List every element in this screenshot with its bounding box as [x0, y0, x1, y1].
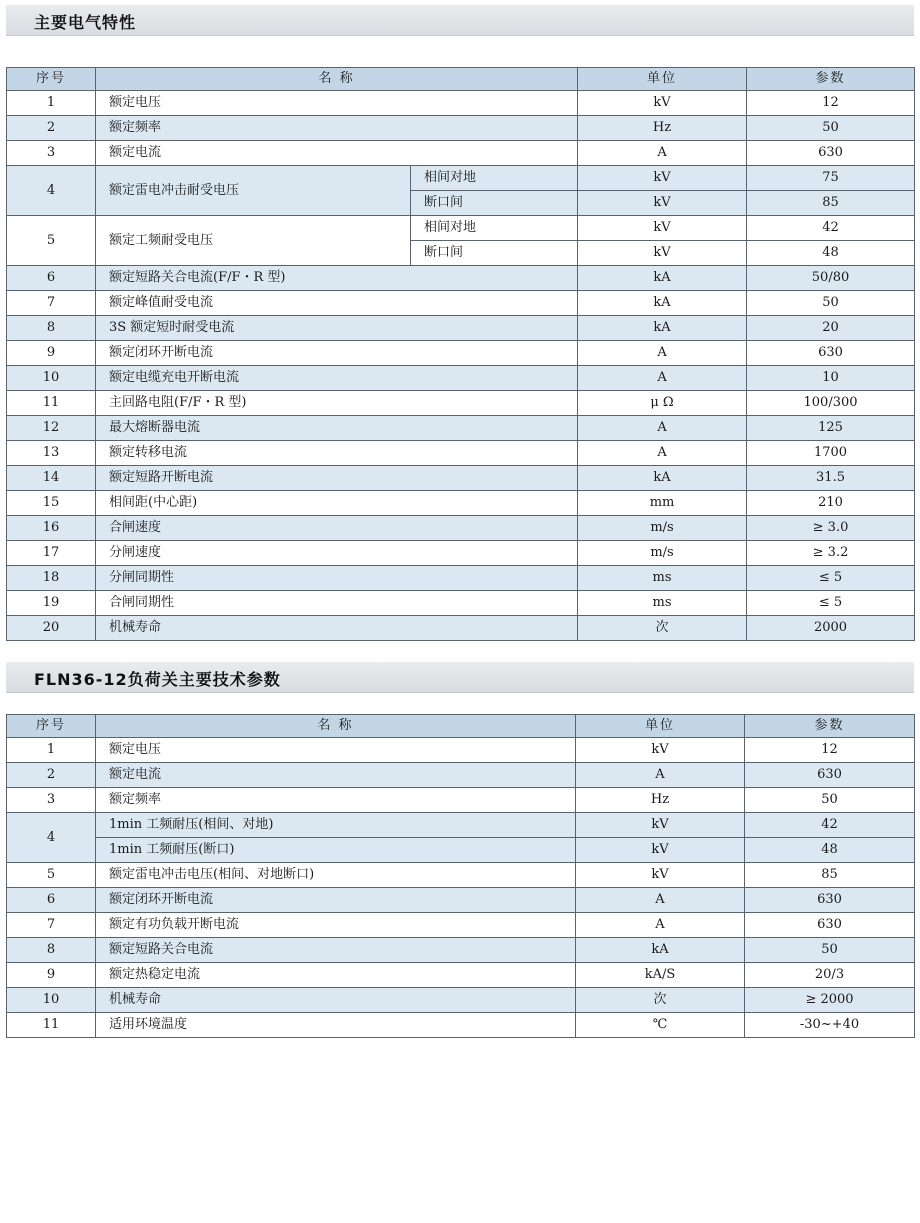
row-number: 19	[7, 591, 96, 616]
item-unit: ms	[578, 591, 747, 616]
item-value: 2000	[747, 616, 915, 641]
item-value: 75	[747, 166, 915, 191]
table-row	[7, 1013, 915, 1038]
item-value: 42	[745, 813, 915, 838]
item-unit: A	[578, 341, 747, 366]
row-number: 10	[7, 366, 96, 391]
item-name: 额定电流	[96, 763, 576, 788]
table-row	[7, 763, 915, 788]
item-name: 机械寿命	[96, 616, 578, 641]
table-row	[7, 888, 915, 913]
item-value: 210	[747, 491, 915, 516]
row-number: 13	[7, 441, 96, 466]
item-value: 10	[747, 366, 915, 391]
section-header-electrical	[6, 5, 914, 36]
table-row	[7, 988, 915, 1013]
col-header-unit: 单位	[576, 715, 745, 738]
item-value: ≥ 3.2	[747, 541, 915, 566]
item-name: 额定工频耐受电压	[96, 216, 411, 266]
item-value: 630	[745, 888, 915, 913]
item-value: 630	[747, 341, 915, 366]
item-unit: kV	[576, 813, 745, 838]
item-name: 额定雷电冲击电压(相间、对地断口)	[96, 863, 576, 888]
fln36-parameters-table	[6, 714, 915, 1038]
row-number: 17	[7, 541, 96, 566]
row-number: 6	[7, 888, 96, 913]
item-value: 50/80	[747, 266, 915, 291]
item-name: 额定短路开断电流	[96, 466, 578, 491]
item-value: 630	[747, 141, 915, 166]
row-number: 4	[7, 813, 96, 863]
item-name: 额定峰值耐受电流	[96, 291, 578, 316]
item-unit: kV	[576, 738, 745, 763]
item-value: 50	[745, 788, 915, 813]
sub-item-name: 断口间	[411, 191, 578, 216]
row-number: 2	[7, 116, 96, 141]
table-row	[7, 91, 915, 116]
item-name: 主回路电阻(F/F・R 型)	[96, 391, 578, 416]
electrical-characteristics-table	[6, 67, 915, 641]
item-unit: ℃	[576, 1013, 745, 1038]
item-unit: kA/S	[576, 963, 745, 988]
item-name: 1min 工频耐压(相间、对地)	[96, 813, 576, 838]
item-value: ≥ 2000	[745, 988, 915, 1013]
table-row	[7, 391, 915, 416]
item-value: ≤ 5	[747, 566, 915, 591]
col-header-name: 名 称	[96, 715, 576, 738]
row-number: 14	[7, 466, 96, 491]
item-value: -30~+40	[745, 1013, 915, 1038]
sub-item-name: 相间对地	[411, 166, 578, 191]
row-number: 5	[7, 216, 96, 266]
table-row	[7, 216, 915, 241]
table-row	[7, 166, 915, 191]
col-header-unit: 单位	[578, 68, 747, 91]
item-value: 85	[747, 191, 915, 216]
table-row	[7, 591, 915, 616]
item-value: 630	[745, 913, 915, 938]
item-unit: 次	[578, 616, 747, 641]
row-number: 16	[7, 516, 96, 541]
item-value: 31.5	[747, 466, 915, 491]
item-name: 分闸速度	[96, 541, 578, 566]
row-number: 12	[7, 416, 96, 441]
item-unit: kV	[578, 166, 747, 191]
item-name: 额定雷电冲击耐受电压	[96, 166, 411, 216]
item-unit: kV	[578, 241, 747, 266]
table-row	[7, 466, 915, 491]
item-unit: ms	[578, 566, 747, 591]
row-number: 7	[7, 291, 96, 316]
col-header-name: 名 称	[96, 68, 578, 91]
table-row	[7, 291, 915, 316]
table-header-row	[7, 68, 915, 91]
row-number: 11	[7, 391, 96, 416]
row-number: 15	[7, 491, 96, 516]
section-title: FLN36-12负荷关主要技术参数	[34, 670, 281, 689]
item-name: 额定短路关合电流(F/F・R 型)	[96, 266, 578, 291]
item-unit: m/s	[578, 516, 747, 541]
item-name: 额定转移电流	[96, 441, 578, 466]
item-unit: A	[576, 913, 745, 938]
item-name: 额定有功负载开断电流	[96, 913, 576, 938]
item-unit: kA	[578, 316, 747, 341]
item-unit: A	[578, 441, 747, 466]
row-number: 2	[7, 763, 96, 788]
item-value: 630	[745, 763, 915, 788]
table-row	[7, 341, 915, 366]
item-name: 额定闭环开断电流	[96, 341, 578, 366]
item-unit: m/s	[578, 541, 747, 566]
table-header-row	[7, 715, 915, 738]
table-row	[7, 938, 915, 963]
table-row	[7, 366, 915, 391]
item-value: 50	[747, 116, 915, 141]
row-number: 9	[7, 341, 96, 366]
item-value: 48	[745, 838, 915, 863]
item-unit: Hz	[578, 116, 747, 141]
item-value: ≥ 3.0	[747, 516, 915, 541]
item-value: 50	[747, 291, 915, 316]
item-value: 85	[745, 863, 915, 888]
table-row	[7, 541, 915, 566]
item-name: 合闸同期性	[96, 591, 578, 616]
item-unit: kA	[578, 266, 747, 291]
item-unit: A	[576, 888, 745, 913]
section-title: 主要电气特性	[34, 13, 137, 32]
item-name: 额定电压	[96, 738, 576, 763]
item-value: ≤ 5	[747, 591, 915, 616]
row-number: 18	[7, 566, 96, 591]
item-unit: kV	[576, 863, 745, 888]
table-row	[7, 788, 915, 813]
item-value: 20	[747, 316, 915, 341]
table-row	[7, 141, 915, 166]
item-value: 100/300	[747, 391, 915, 416]
table-row	[7, 316, 915, 341]
row-number: 8	[7, 938, 96, 963]
item-unit: A	[578, 416, 747, 441]
item-name: 最大熔断器电流	[96, 416, 578, 441]
table-row	[7, 838, 915, 863]
item-value: 50	[745, 938, 915, 963]
table-row	[7, 266, 915, 291]
item-value: 125	[747, 416, 915, 441]
item-unit: 次	[576, 988, 745, 1013]
row-number: 9	[7, 963, 96, 988]
table-row	[7, 516, 915, 541]
item-name: 额定热稳定电流	[96, 963, 576, 988]
table-row	[7, 116, 915, 141]
section-header-fln36	[6, 662, 914, 693]
item-unit: A	[578, 366, 747, 391]
item-value: 12	[745, 738, 915, 763]
item-name: 额定电缆充电开断电流	[96, 366, 578, 391]
item-unit: kA	[578, 466, 747, 491]
item-name: 额定短路关合电流	[96, 938, 576, 963]
row-number: 6	[7, 266, 96, 291]
table-row	[7, 566, 915, 591]
item-name: 合闸速度	[96, 516, 578, 541]
row-number: 11	[7, 1013, 96, 1038]
item-unit: A	[576, 763, 745, 788]
col-header-param: 参数	[747, 68, 915, 91]
row-number: 8	[7, 316, 96, 341]
item-name: 额定频率	[96, 788, 576, 813]
item-unit: μ Ω	[578, 391, 747, 416]
item-value: 48	[747, 241, 915, 266]
item-name: 1min 工频耐压(断口)	[96, 838, 576, 863]
row-number: 7	[7, 913, 96, 938]
col-header-param: 参数	[745, 715, 915, 738]
table-row	[7, 963, 915, 988]
item-unit: kV	[576, 838, 745, 863]
item-unit: kV	[578, 191, 747, 216]
item-name: 分闸同期性	[96, 566, 578, 591]
item-name: 额定频率	[96, 116, 578, 141]
item-unit: mm	[578, 491, 747, 516]
row-number: 1	[7, 738, 96, 763]
table-row	[7, 738, 915, 763]
item-unit: kA	[576, 938, 745, 963]
sub-item-name: 相间对地	[411, 216, 578, 241]
table-row	[7, 616, 915, 641]
item-name: 相间距(中心距)	[96, 491, 578, 516]
sub-item-name: 断口间	[411, 241, 578, 266]
item-name: 3S 额定短时耐受电流	[96, 316, 578, 341]
table-row	[7, 416, 915, 441]
item-name: 机械寿命	[96, 988, 576, 1013]
table-row	[7, 491, 915, 516]
item-value: 20/3	[745, 963, 915, 988]
item-unit: kV	[578, 216, 747, 241]
item-unit: A	[578, 141, 747, 166]
item-unit: kV	[578, 91, 747, 116]
row-number: 3	[7, 788, 96, 813]
item-name: 额定电压	[96, 91, 578, 116]
table-row	[7, 813, 915, 838]
table-row	[7, 913, 915, 938]
table-row	[7, 441, 915, 466]
row-number: 10	[7, 988, 96, 1013]
item-name: 适用环境温度	[96, 1013, 576, 1038]
table-row	[7, 863, 915, 888]
row-number: 1	[7, 91, 96, 116]
item-name: 额定电流	[96, 141, 578, 166]
row-number: 4	[7, 166, 96, 216]
item-value: 12	[747, 91, 915, 116]
item-name: 额定闭环开断电流	[96, 888, 576, 913]
row-number: 5	[7, 863, 96, 888]
item-value: 42	[747, 216, 915, 241]
row-number: 20	[7, 616, 96, 641]
row-number: 3	[7, 141, 96, 166]
col-header-no: 序号	[7, 715, 96, 738]
item-value: 1700	[747, 441, 915, 466]
col-header-no: 序号	[7, 68, 96, 91]
item-unit: Hz	[576, 788, 745, 813]
item-unit: kA	[578, 291, 747, 316]
